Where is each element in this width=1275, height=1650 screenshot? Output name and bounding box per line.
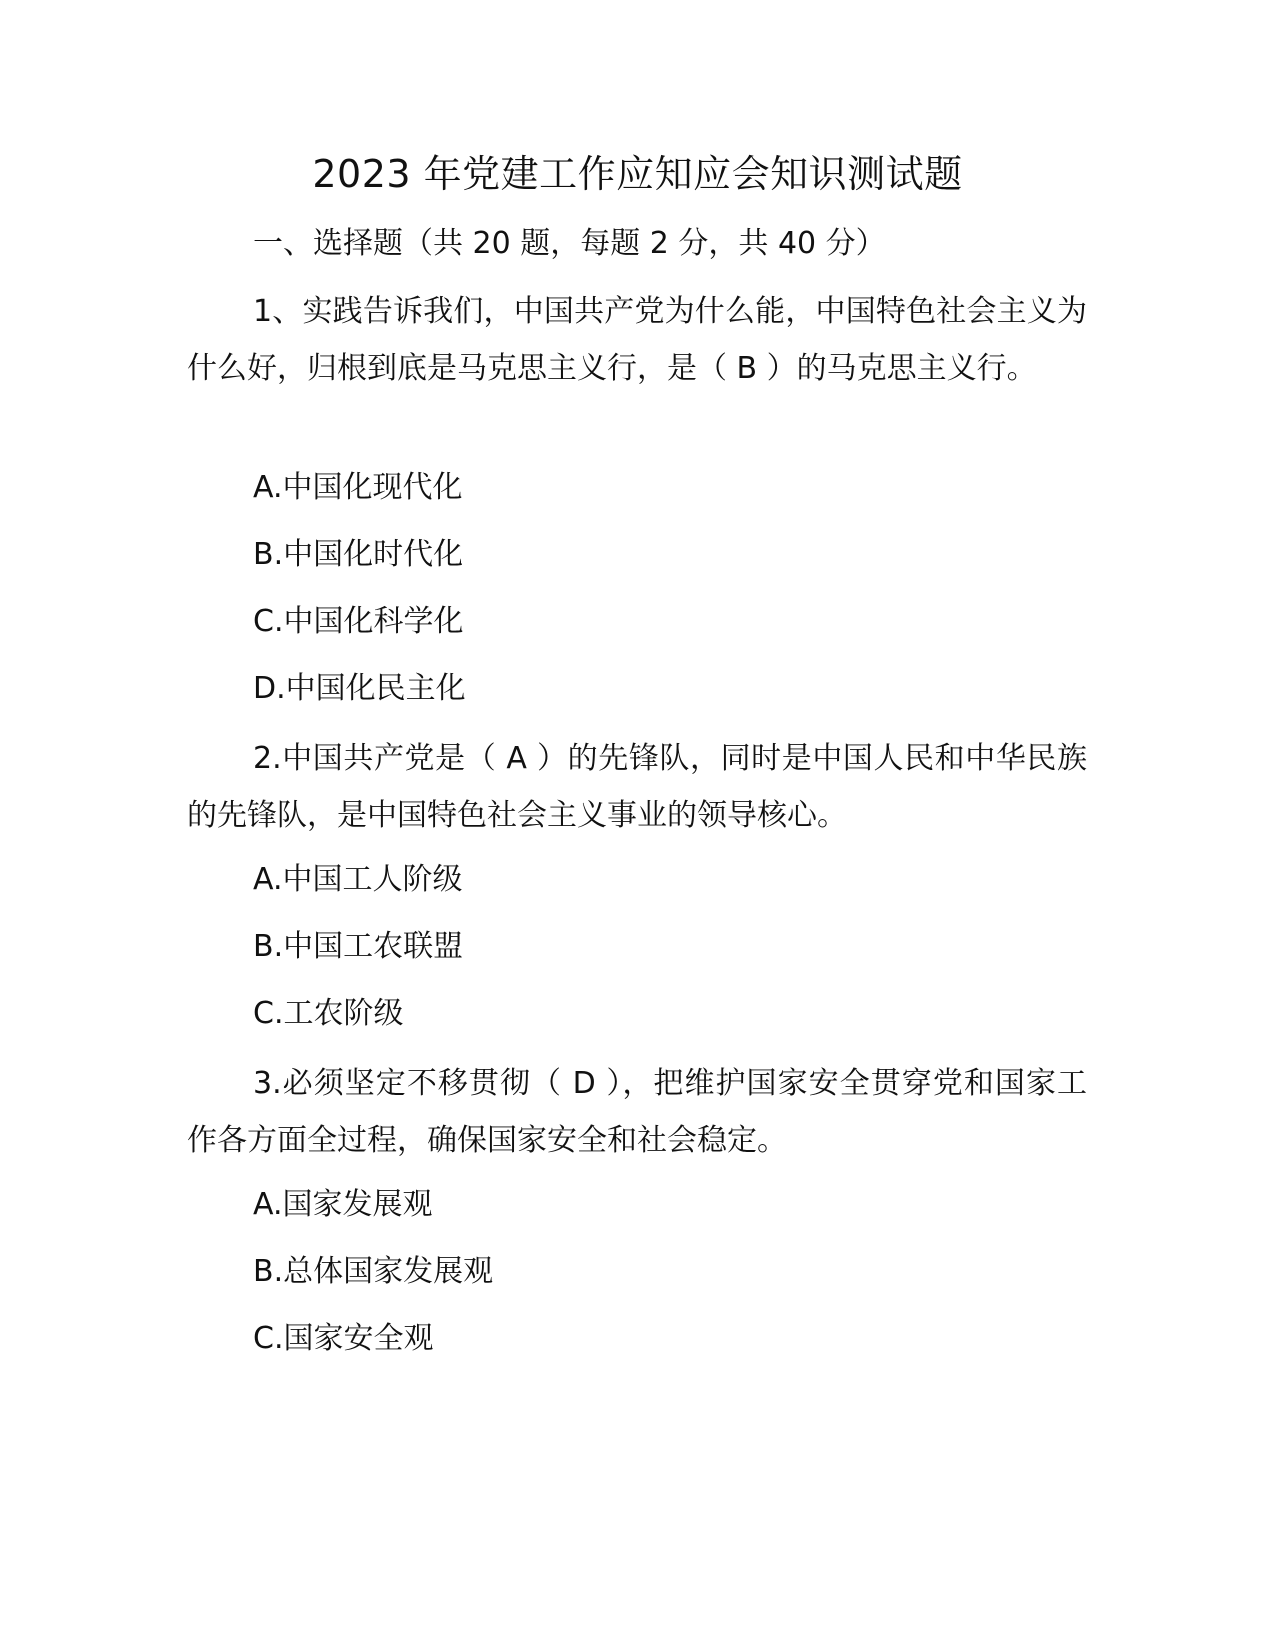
question-1-option-a: A.中国化现代化 [253,470,463,505]
question-2-stem: 2.中国共产党是（ A ）的先锋队，同时是中国人民和中华民族的先锋队，是中国特色社会主义事业的领导核心。 [187,741,1087,833]
question-1-option-d: D.中国化民主化 [253,671,466,706]
question-1-stem: 1、实践告诉我们，中国共产党为什么能，中国特色社会主义为什么好，归根到底是马克思主义行，是（ B ）的马克思主义行。 [187,294,1087,386]
question-3-option-a: A.国家发展观 [253,1187,433,1222]
document-title: 2023 年党建工作应知应会知识测试题 [312,152,963,196]
question-1-option-c: C.中国化科学化 [253,604,464,639]
question-3-option-b: B.总体国家发展观 [253,1254,494,1289]
question-3-option-c: C.国家安全观 [253,1321,434,1356]
question-2-option-a: A.中国工人阶级 [253,862,463,897]
question-3-stem: 3.必须坚定不移贯彻（ D ），把维护国家安全贯穿党和国家工作各方面全过程，确保国家安全和社会稳定。 [187,1066,1087,1158]
question-2-option-b: B.中国工农联盟 [253,929,464,964]
question-2-option-c: C.工农阶级 [253,996,404,1031]
section-heading: 一、选择题（共 20 题，每题 2 分，共 40 分） [253,226,886,261]
question-1-option-b: B.中国化时代化 [253,537,464,572]
